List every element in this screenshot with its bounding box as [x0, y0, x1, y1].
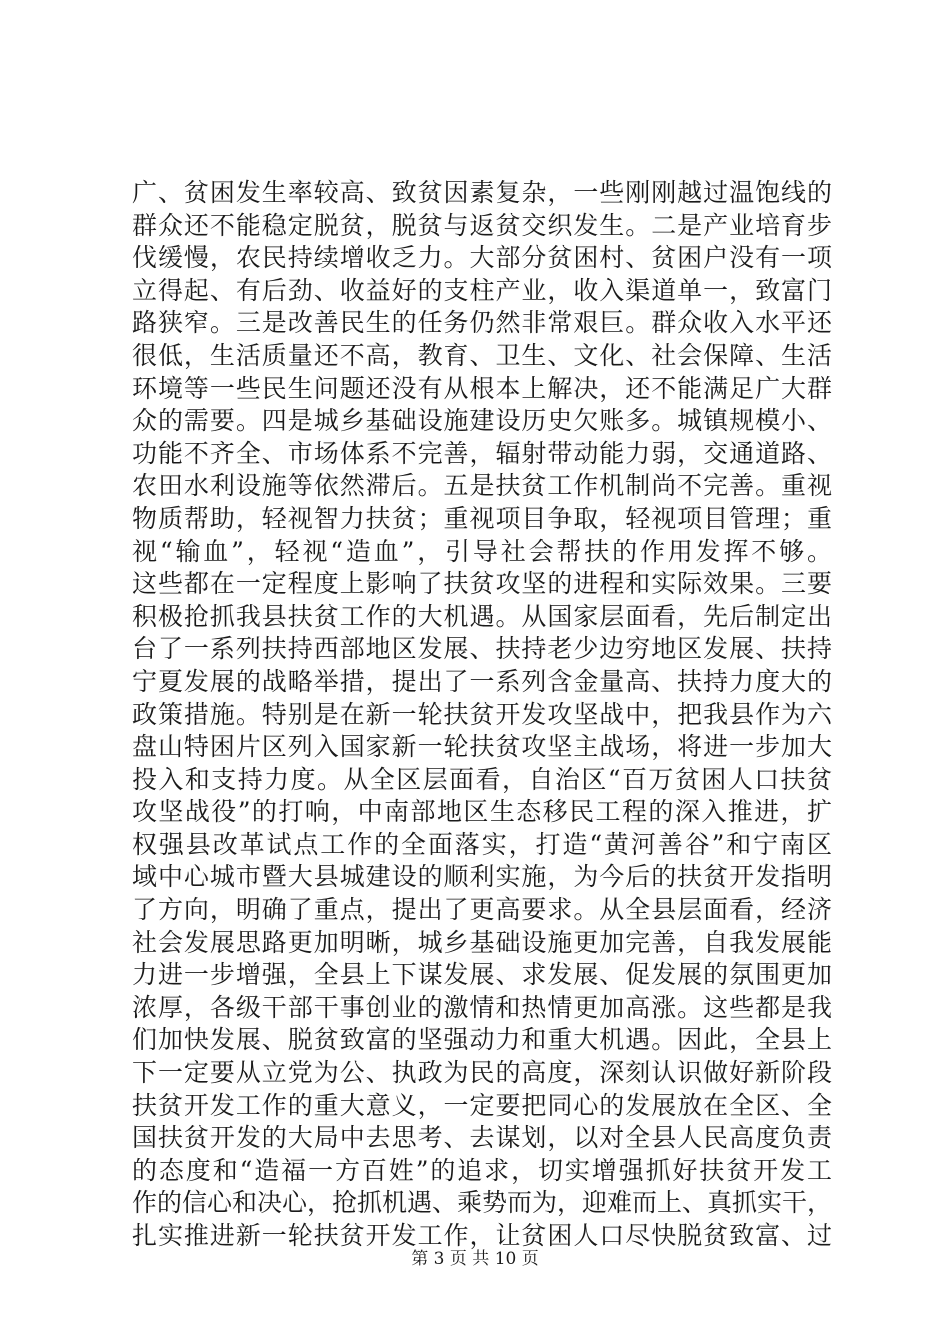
text-line: 扎实推进新一轮扶贫开发工作，让贫困人口尽快脱贫致富、过	[132, 1221, 832, 1250]
text-line: 伐缓慢，农民持续增收乏力。大部分贫困村、贫困户没有一项	[132, 243, 832, 273]
page-footer: 第 3 页 共 10 页	[411, 1249, 539, 1269]
text-line: 社会发展思路更加明晰，城乡基础设施更加完善，自我发展能	[132, 927, 832, 957]
text-line: 宁夏发展的战略举措，提出了一系列含金量高、扶持力度大的	[132, 666, 832, 696]
text-line: 这些都在一定程度上影响了扶贫攻坚的进程和实际效果。三要	[132, 569, 832, 599]
text-line: 很低，生活质量还不高，教育、卫生、文化、社会保障、生活	[132, 340, 832, 370]
text-line: 浓厚，各级干部干事创业的激情和热情更加高涨。这些都是我	[132, 992, 832, 1022]
text-line: 功能不齐全、市场体系不完善，辐射带动能力弱，交通道路、	[132, 438, 832, 468]
text-line: 投入和支持力度。从全区层面看，自治区“百万贫困人口扶贫	[132, 764, 832, 794]
text-line: 台了一系列扶持西部地区发展、扶持老少边穷地区发展、扶持	[132, 634, 832, 664]
text-line: 力进一步增强，全县上下谋发展、求发展、促发展的氛围更加	[132, 960, 832, 990]
text-line: 攻坚战役”的打响，中南部地区生态移民工程的深入推进，扩	[132, 797, 832, 827]
text-line: 路狭窄。三是改善民生的任务仍然非常艰巨。群众收入水平还	[132, 308, 832, 338]
text-line: 积极抢抓我县扶贫工作的大机遇。从国家层面看，先后制定出	[132, 601, 832, 631]
text-line: 立得起、有后劲、收益好的支柱产业，收入渠道单一，致富门	[132, 275, 832, 305]
text-line: 物质帮助，轻视智力扶贫；重视项目争取，轻视项目管理；重	[132, 503, 832, 533]
text-line: 群众还不能稳定脱贫，脱贫与返贫交织发生。二是产业培育步	[132, 210, 832, 240]
text-line: 了方向，明确了重点，提出了更高要求。从全县层面看，经济	[132, 895, 832, 925]
text-line: 作的信心和决心，抢抓机遇、乘势而为，迎难而上、真抓实干，	[132, 1188, 833, 1218]
text-line: 众的需要。四是城乡基础设施建设历史欠账多。城镇规模小、	[132, 406, 832, 436]
text-line: 农田水利设施等依然滞后。五是扶贫工作机制尚不完善。重视	[132, 471, 832, 501]
text-line: 环境等一些民生问题还没有从根本上解决，还不能满足广大群	[132, 373, 832, 403]
text-line: 政策措施。特别是在新一轮扶贫开发攻坚战中，把我县作为六	[132, 699, 832, 729]
text-line: 域中心城市暨大县城建设的顺利实施，为今后的扶贫开发指明	[132, 862, 832, 892]
text-line: 权强县改革试点工作的全面落实，打造“黄河善谷”和宁南区	[132, 829, 832, 859]
body-paragraph	[132, 177, 832, 1253]
text-line: 国扶贫开发的大局中去思考、去谋划，以对全县人民高度负责	[132, 1123, 832, 1153]
text-line: 的态度和“造福一方百姓”的追求，切实增强抓好扶贫开发工	[132, 1155, 832, 1185]
text-line: 盘山特困片区列入国家新一轮扶贫攻坚主战场，将进一步加大	[132, 732, 832, 762]
text-line: 视“输血”，轻视“造血”，引导社会帮扶的作用发挥不够。	[132, 536, 832, 566]
text-line: 们加快发展、脱贫致富的坚强动力和重大机遇。因此，全县上	[132, 1025, 832, 1055]
text-line: 扶贫开发工作的重大意义，一定要把同心的发展放在全区、全	[132, 1090, 832, 1120]
text-line: 广、贫困发生率较高、致贫因素复杂，一些刚刚越过温饱线的	[132, 178, 832, 207]
text-line: 下一定要从立党为公、执政为民的高度，深刻认识做好新阶段	[132, 1058, 832, 1088]
